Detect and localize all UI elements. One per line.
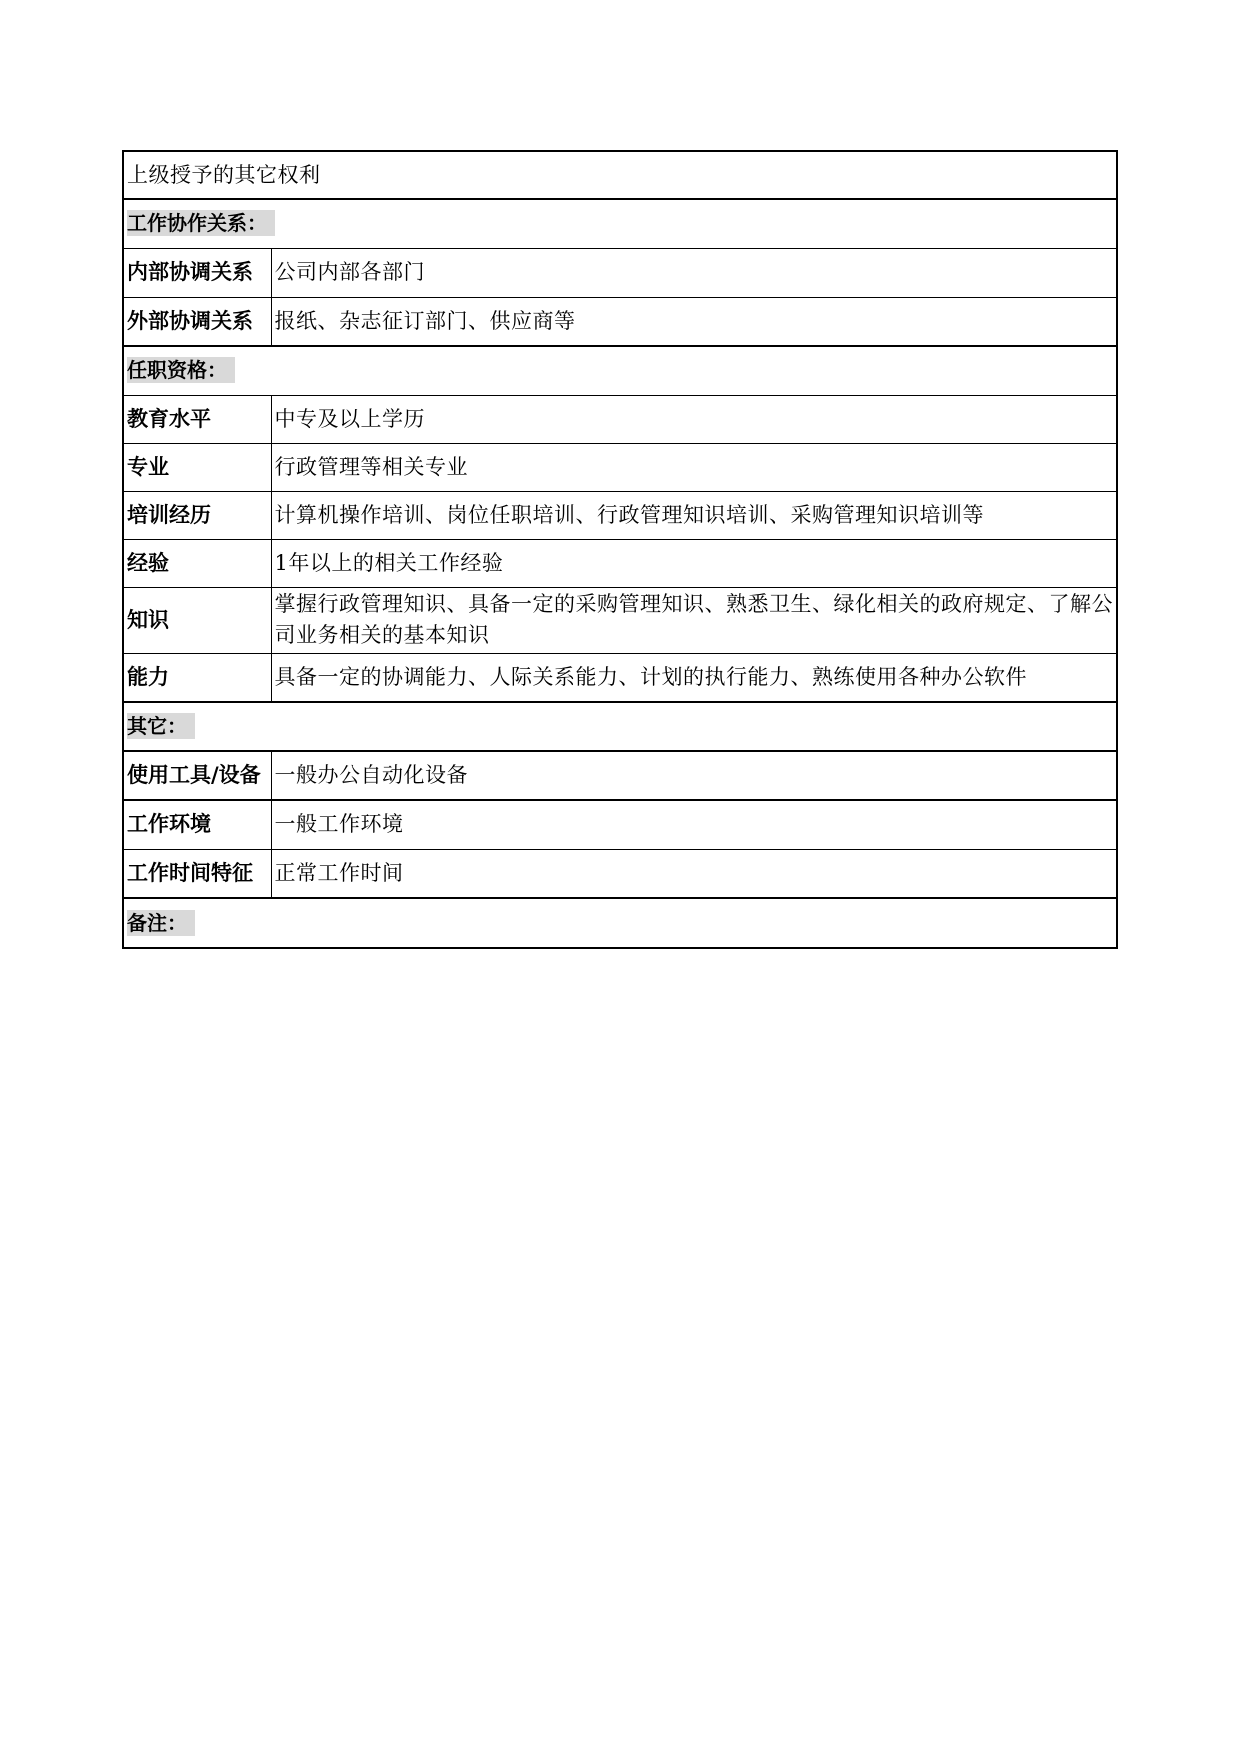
row-value: 具备一定的协调能力、人际关系能力、计划的执行能力、熟练使用各种办公软件 xyxy=(271,653,1117,702)
section-header-row xyxy=(123,702,1117,751)
row-value: 一般工作环境 xyxy=(271,800,1117,849)
section-title-coop: 工作协作关系： xyxy=(127,210,275,236)
table-row xyxy=(123,395,1117,443)
authority-row xyxy=(123,151,1117,199)
section-header-cell xyxy=(123,702,1117,751)
table-row xyxy=(123,751,1117,800)
row-label: 工作环境 xyxy=(123,800,271,849)
row-value: 正常工作时间 xyxy=(271,849,1117,898)
section-title-notes: 备注： xyxy=(127,910,195,936)
row-label: 外部协调关系 xyxy=(123,297,271,346)
row-value: 中专及以上学历 xyxy=(271,395,1117,443)
section-header-cell xyxy=(123,346,1117,395)
table-row xyxy=(123,297,1117,346)
row-label: 内部协调关系 xyxy=(123,248,271,297)
row-label: 知识 xyxy=(123,587,271,653)
section-header-row xyxy=(123,346,1117,395)
authority-cell xyxy=(123,151,1117,199)
table-row xyxy=(123,539,1117,587)
row-label: 使用工具/设备 xyxy=(123,751,271,800)
row-label: 工作时间特征 xyxy=(123,849,271,898)
row-label: 专业 xyxy=(123,443,271,491)
row-value: 公司内部各部门 xyxy=(271,248,1117,297)
table-row xyxy=(123,653,1117,702)
row-label: 经验 xyxy=(123,539,271,587)
section-title-other: 其它： xyxy=(127,713,195,739)
row-value: 1年以上的相关工作经验 xyxy=(271,539,1117,587)
section-header-cell xyxy=(123,898,1117,948)
row-value: 行政管理等相关专业 xyxy=(271,443,1117,491)
section-title-qual: 任职资格： xyxy=(127,357,235,383)
row-label: 培训经历 xyxy=(123,491,271,539)
table-row xyxy=(123,849,1117,898)
row-value: 报纸、杂志征订部门、供应商等 xyxy=(271,297,1117,346)
row-value: 一般办公自动化设备 xyxy=(271,751,1117,800)
section-header-cell xyxy=(123,199,1117,248)
table-row xyxy=(123,443,1117,491)
authority-text: 上级授予的其它权利 xyxy=(127,162,321,187)
row-value: 计算机操作培训、岗位任职培训、行政管理知识培训、采购管理知识培训等 xyxy=(271,491,1117,539)
job-description-table xyxy=(122,150,1118,949)
row-label: 教育水平 xyxy=(123,395,271,443)
section-header-row xyxy=(123,898,1117,948)
row-label: 能力 xyxy=(123,653,271,702)
table-row xyxy=(123,800,1117,849)
table-row xyxy=(123,587,1117,653)
table-row xyxy=(123,248,1117,297)
section-header-row xyxy=(123,199,1117,248)
table-row xyxy=(123,491,1117,539)
row-value: 掌握行政管理知识、具备一定的采购管理知识、熟悉卫生、绿化相关的政府规定、了解公司业务相关的基本知识 xyxy=(271,587,1117,653)
